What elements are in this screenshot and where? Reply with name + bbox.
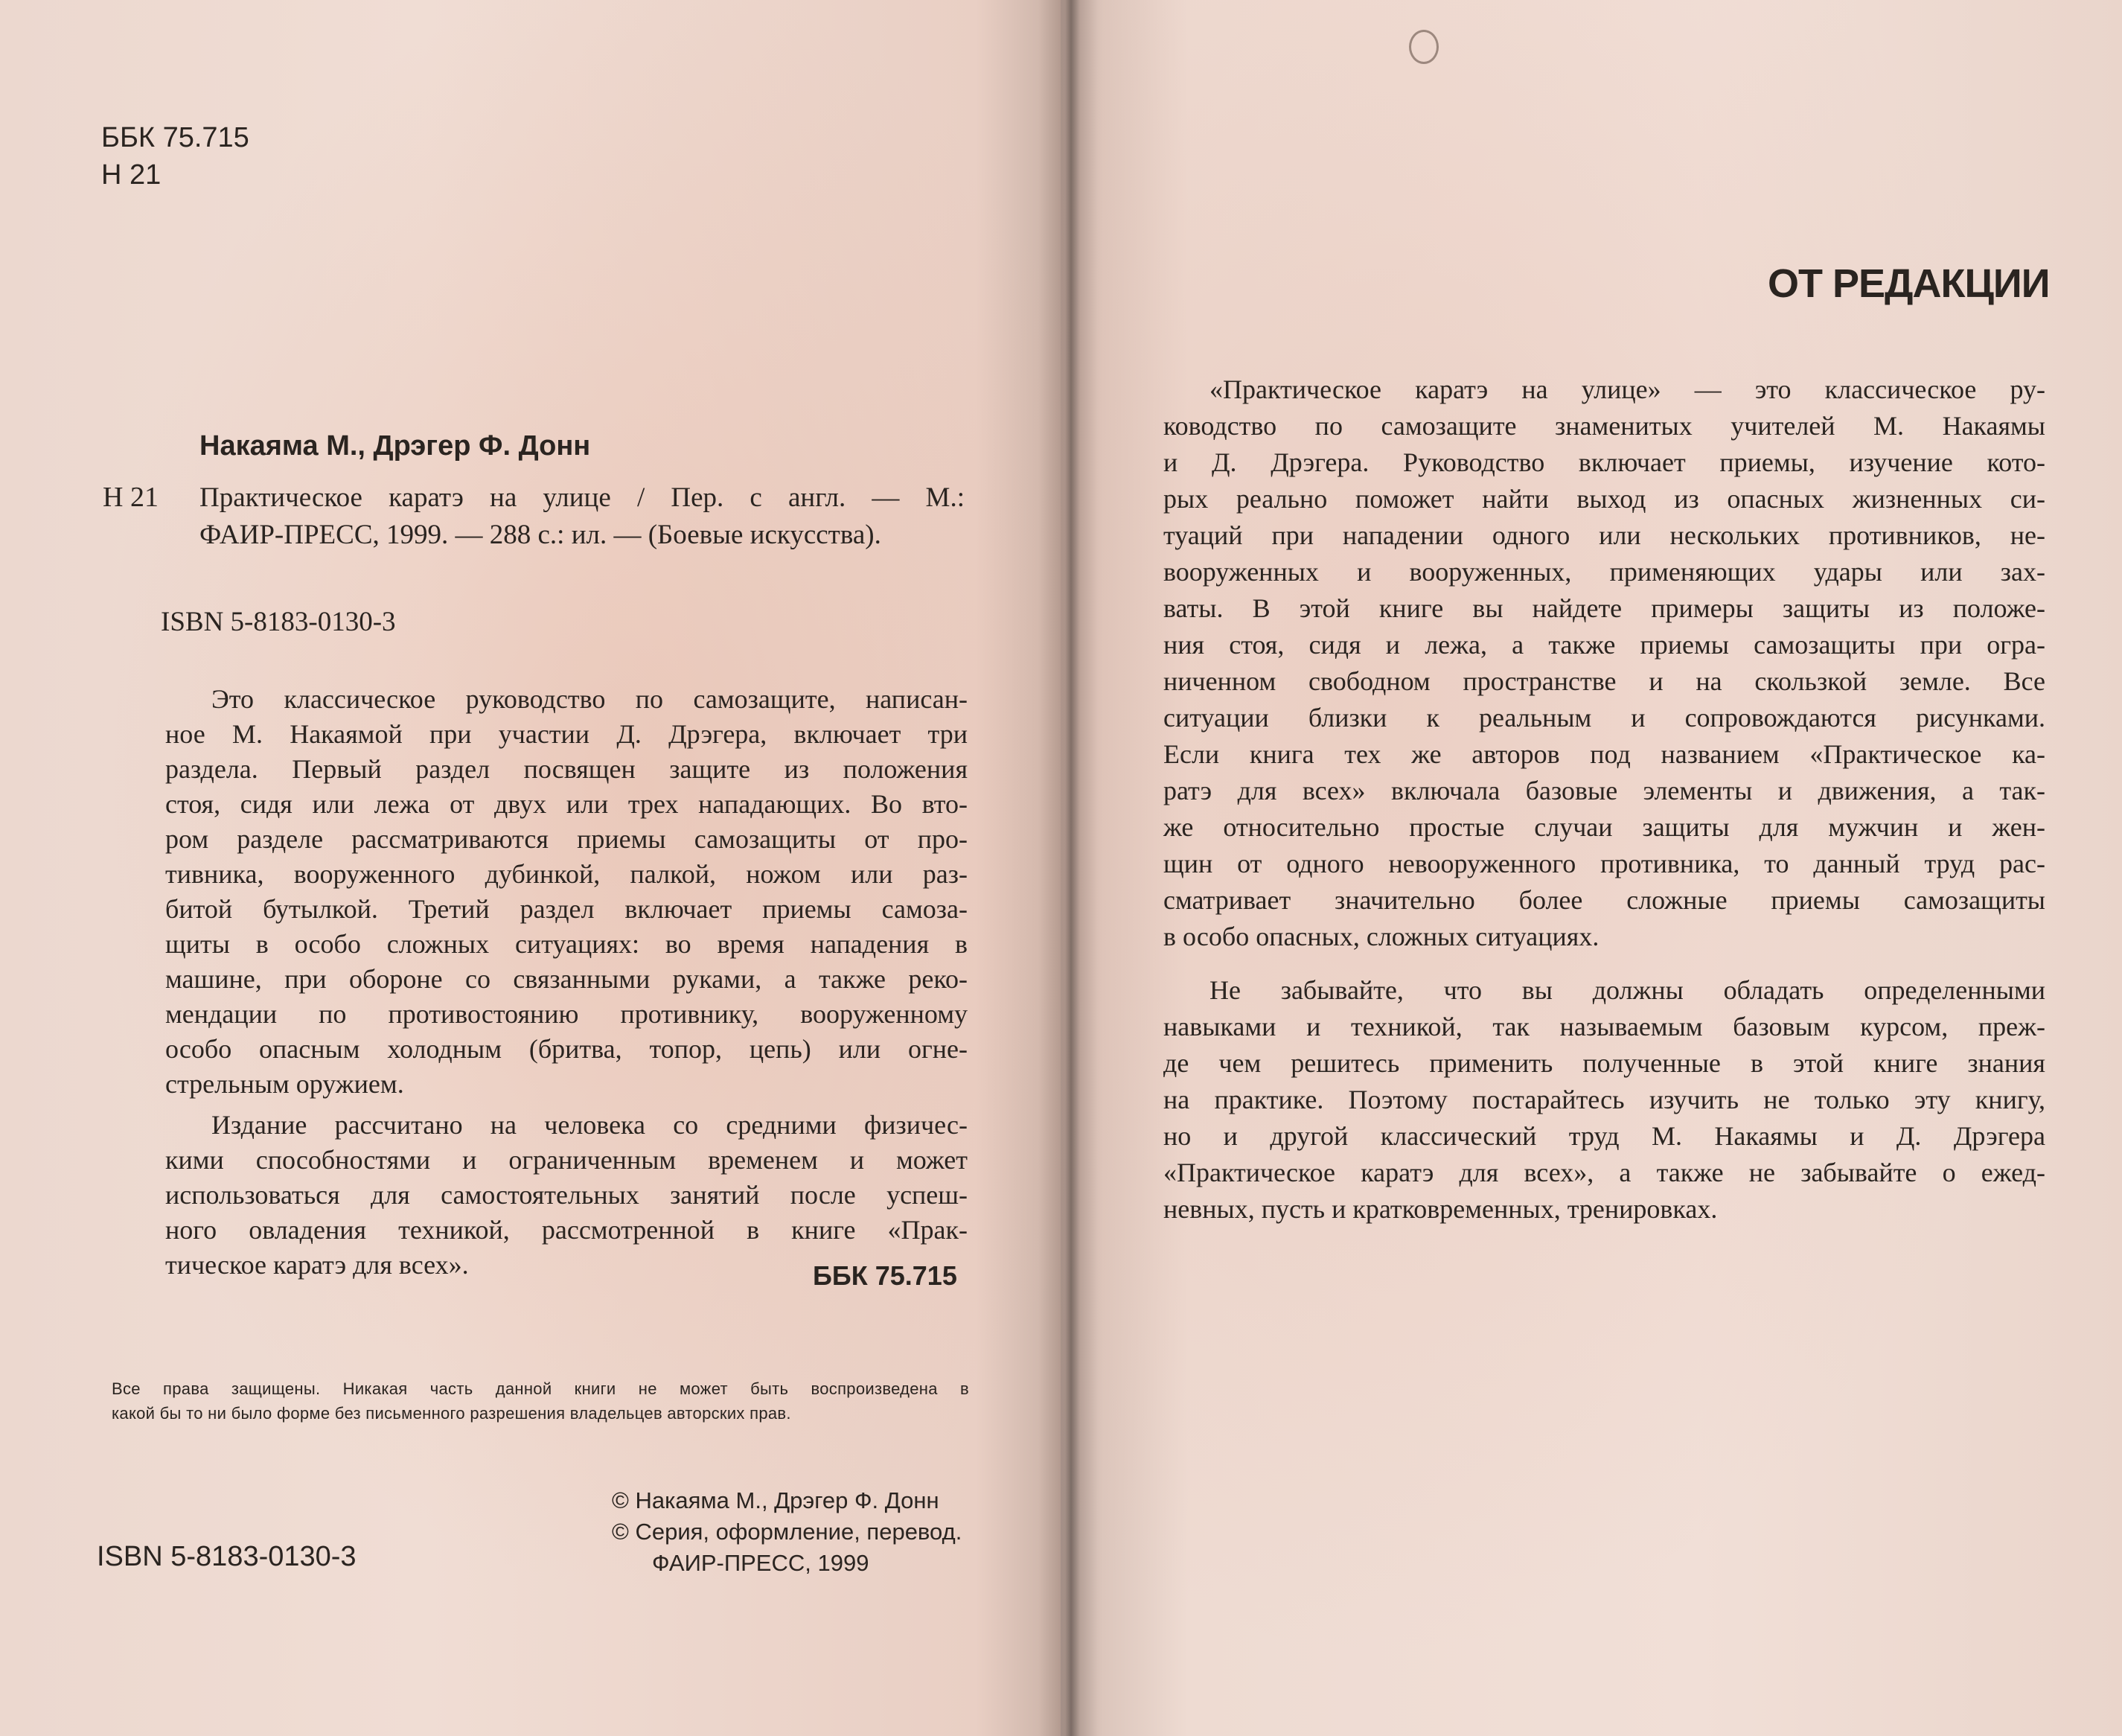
paragraph-line: ратэ для всех» включала базовые элементы и движения, а так- — [1163, 776, 2045, 805]
audience-line: тическое каратэ для всех». — [165, 1250, 469, 1280]
paragraph-line: Если книга тех же авторов под названием «Практическое ка- — [1163, 739, 2045, 769]
paragraph-line: ваты. В этой книге вы найдете примеры защиты из положе- — [1163, 593, 2045, 623]
paragraph-line: рых реально поможет найти выход из опасных жизненных си- — [1163, 484, 2045, 514]
paragraph-line: сматривает значительно более сложные приемы самозащиты — [1163, 885, 2045, 915]
rights-notice — [112, 1376, 969, 1426]
abstract-paragraph — [165, 682, 968, 1102]
audience-line: Издание рассчитано на человека со средними физичес- — [211, 1110, 968, 1140]
isbn-bottom: ISBN 5-8183-0130-3 — [97, 1541, 357, 1572]
right-page — [1061, 0, 2122, 1736]
abstract-line: машине, при обороне со связанными руками, а также реко- — [165, 964, 968, 994]
paragraph-line: навыками и техникой, так называемым базовым курсом, преж- — [1163, 1012, 2045, 1041]
audience-paragraph — [165, 1108, 968, 1283]
audience-line: использоваться для самостоятельных занятий после успеш- — [165, 1180, 968, 1210]
bbk-code: ББК 75.715 — [101, 122, 249, 153]
abstract-line: битой бутылкой. Третий раздел включает приемы самоза- — [165, 894, 968, 924]
book-spine-shadow — [1038, 0, 1098, 1736]
copyright-line: ФАИР-ПРЕСС, 1999 — [652, 1550, 869, 1576]
section-heading: ОТ РЕДАКЦИИ — [1768, 261, 2050, 306]
paragraph-line: ководство по самозащите знаменитых учителей М. Накаямы — [1163, 411, 2045, 441]
abstract-line: Это классическое руководство по самозащите, написан- — [211, 684, 968, 714]
copyright-line: © Накаяма М., Дрэгер Ф. Донн — [612, 1487, 939, 1513]
paragraph-line: ситуации близки к реальным и сопровождаются рисунками. — [1163, 703, 2045, 733]
abstract-line: ное М. Накаямой при участии Д. Дрэгера, включает три — [165, 719, 968, 749]
paragraph-line: в особо опасных, сложных ситуациях. — [1163, 922, 1600, 951]
copyright-line: © Серия, оформление, перевод. — [612, 1519, 962, 1545]
catalog-line-2: ФАИР-ПРЕСС, 1999. — 288 с.: ил. — (Боевые искусства). — [199, 520, 881, 550]
pencil-circle-mark — [1409, 30, 1439, 64]
paragraph-line: невных, пусть и кратковременных, тренировках. — [1163, 1194, 1718, 1224]
abstract-line: тивника, вооруженного дубинкой, палкой, ножом или раз- — [165, 859, 968, 889]
paragraph-line: туаций при нападении одного или нескольких противников, не- — [1163, 520, 2045, 550]
authors-line: Накаяма М., Дрэгер Ф. Донн — [199, 430, 591, 462]
editorial-paragraph-2 — [1163, 973, 2045, 1228]
abstract-line: мендации по противостоянию противнику, вооруженному — [165, 999, 968, 1029]
paragraph-line: но и другой классический труд М. Накаямы и Д. Дрэгера — [1163, 1121, 2045, 1151]
paragraph-line: Не забывайте, что вы должны обладать определенными — [1209, 975, 2045, 1005]
paragraph-line: щин от одного невооруженного противника, то данный труд рас- — [1163, 849, 2045, 878]
abstract-line: стрельным оружием. — [165, 1069, 404, 1099]
abstract-line: стоя, сидя или лежа от двух или трех нападающих. Во вто- — [165, 789, 968, 819]
abstract-line: раздела. Первый раздел посвящен защите из положения — [165, 754, 968, 784]
paragraph-line: «Практическое каратэ для всех», а также не забывайте о ежед- — [1163, 1158, 2045, 1187]
paragraph-line: и Д. Дрэгера. Руководство включает приемы, изучение кото- — [1163, 447, 2045, 477]
paragraph-line: ния стоя, сидя и лежа, а также приемы самозащиты при огра- — [1163, 630, 2045, 660]
abstract-line: особо опасным холодным (бритва, топор, цепь) или огне- — [165, 1034, 968, 1064]
audience-line: ного овладения техникой, рассмотренной в книге «Прак- — [165, 1215, 968, 1245]
author-mark: Н 21 — [101, 159, 162, 191]
paragraph-line: же относительно простые случаи защиты для мужчин и жен- — [1163, 812, 2045, 842]
rights-line: какой бы то ни было форме без письменного разрешения владельцев авторских прав. — [112, 1404, 791, 1423]
paragraph-line: «Практическое каратэ на улице» — это классическое ру- — [1209, 374, 2045, 404]
paragraph-line: вооруженных и вооруженных, применяющих удары или зах- — [1163, 557, 2045, 587]
isbn: ISBN 5-8183-0130-3 — [161, 607, 396, 637]
abstract-line: щиты в особо сложных ситуациях: во время нападения в — [165, 929, 968, 959]
rights-line: Все права защищены. Никакая часть данной книги не может быть воспроизведена в — [112, 1379, 969, 1398]
catalog-line-1: Практическое каратэ на улице / Пер. с англ. — М.: — [199, 482, 965, 513]
paragraph-line: на практике. Поэтому постарайтесь изучить не только эту книгу, — [1163, 1085, 2045, 1114]
bbk-bold: ББК 75.715 — [813, 1260, 957, 1291]
paragraph-line: ниченном свободном пространстве и на скользкой земле. Все — [1163, 666, 2045, 696]
catalog-mark: Н 21 — [103, 482, 159, 513]
editorial-paragraph-1 — [1163, 372, 2045, 956]
audience-line: кими способностями и ограниченным временем и может — [165, 1145, 968, 1175]
abstract-line: ром разделе рассматриваются приемы самозащиты от про- — [165, 824, 968, 854]
paragraph-line: де чем решитесь применить полученные в этой книге знания — [1163, 1048, 2045, 1078]
